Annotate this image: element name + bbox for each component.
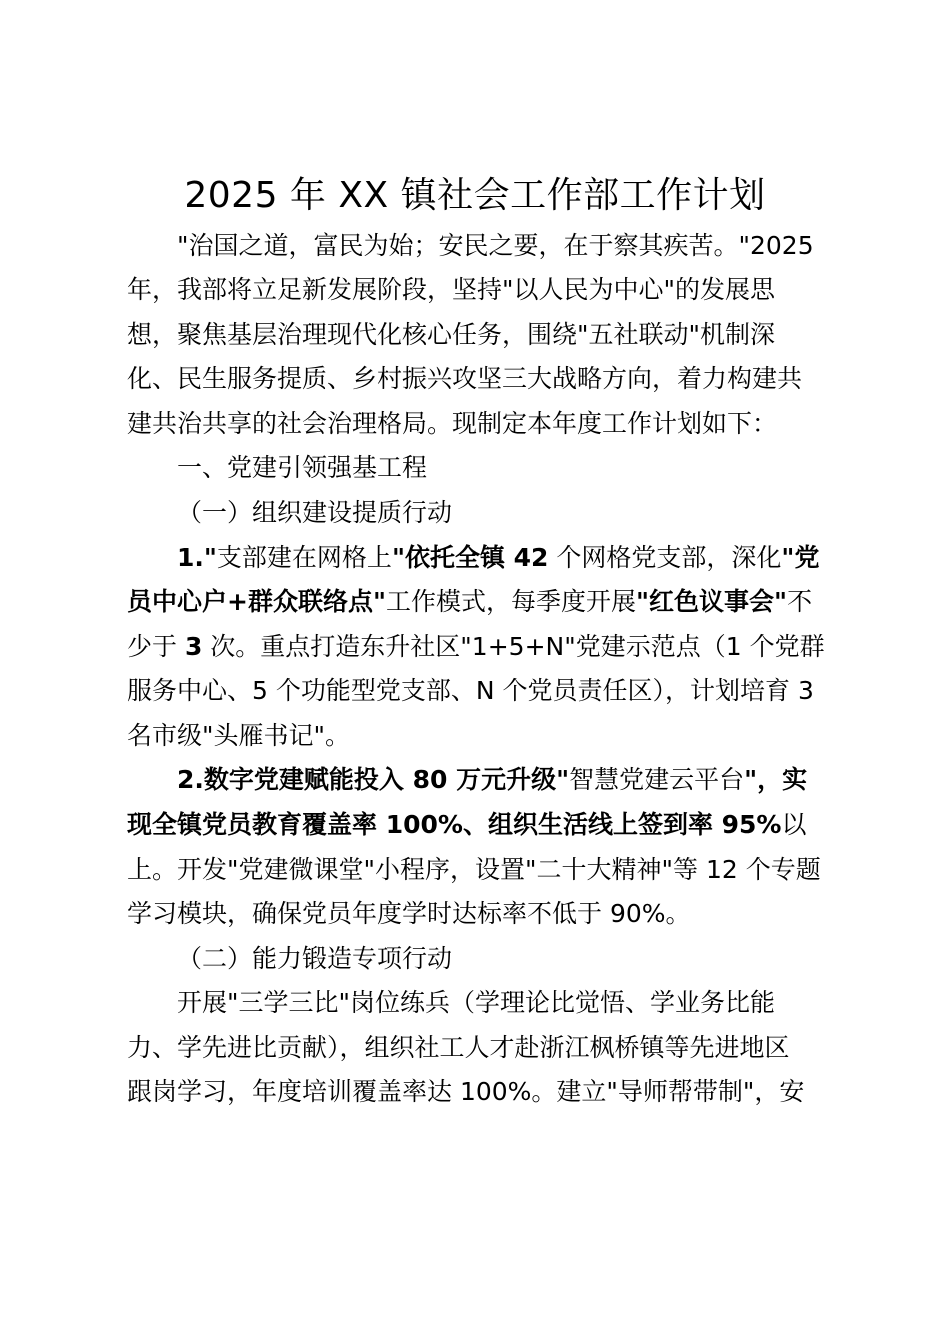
subsection-heading: （二）能力锻造专项行动 bbox=[177, 944, 453, 973]
bold-text: 员中心户+群众联络点" bbox=[127, 587, 386, 616]
bold-text: "党 bbox=[781, 543, 820, 572]
text-run: 少于 bbox=[127, 632, 185, 661]
item2-line bbox=[127, 803, 807, 847]
item2-line bbox=[177, 758, 807, 802]
intro-line: "治国之道，富民为始；安民之要，在于察其疾苦。"2025 bbox=[177, 231, 814, 260]
bold-text: "依托全镇 42 bbox=[391, 543, 549, 572]
para3-line: 跟岗学习，年度培训覆盖率达 100%。建立"导师帮带制"，安 bbox=[127, 1077, 805, 1106]
bold-text: 3 bbox=[184, 632, 203, 661]
item1-line bbox=[127, 580, 812, 624]
text-run: 次。重点打造东升社区"1+5+N"党建示范点（1 个党群 bbox=[202, 632, 825, 661]
text-run: 不 bbox=[787, 587, 813, 616]
item2-line: 上。开发"党建微课堂"小程序，设置"二十大精神"等 12 个专题 bbox=[127, 855, 821, 884]
item1-line: 名市级"头雁书记"。 bbox=[127, 721, 350, 750]
item1-line bbox=[127, 625, 825, 669]
text-run: 智慧党建云平台 bbox=[569, 765, 745, 794]
intro-line: 年，我部将立足新发展阶段，坚持"以人民为中心"的发展思 bbox=[127, 275, 776, 304]
intro-line: 建共治共享的社会治理格局。现制定本年度工作计划如下： bbox=[127, 409, 778, 438]
section-heading: 一、党建引领强基工程 bbox=[177, 453, 428, 482]
text-run: 支部建在网格上 bbox=[216, 543, 392, 572]
intro-line: 化、民生服务提质、乡村振兴攻坚三大战略方向，着力构建共 bbox=[127, 364, 803, 393]
intro-line: 想，聚焦基层治理现代化核心任务，围绕"五社联动"机制深 bbox=[127, 320, 776, 349]
bold-text: "红色议事会" bbox=[636, 587, 788, 616]
text-run: 以 bbox=[781, 810, 807, 839]
item1-line bbox=[177, 536, 819, 580]
item2-line: 学习模块，确保党员年度学时达标率不低于 90%。 bbox=[127, 899, 691, 928]
bold-text: "，实 bbox=[744, 765, 808, 794]
document-title: 2025 年 XX 镇社会工作部工作计划 bbox=[184, 175, 766, 216]
bold-text: 1." bbox=[177, 543, 217, 572]
text-run: 工作模式，每季度开展 bbox=[385, 587, 636, 616]
para3-line: 力、学先进比贡献），组织社工人才赴浙江枫桥镇等先进地区 bbox=[127, 1033, 790, 1062]
para3-line: 开展"三学三比"岗位练兵（学理论比觉悟、学业务比能 bbox=[177, 988, 776, 1017]
bold-text: 2.数字党建赋能投入 80 万元升级" bbox=[177, 765, 570, 794]
bold-text: 现全镇党员教育覆盖率 100%、组织生活线上签到率 95% bbox=[127, 810, 782, 839]
item1-line: 服务中心、5 个功能型党支部、N 个党员责任区），计划培育 3 bbox=[127, 676, 814, 705]
subsection-heading: （一）组织建设提质行动 bbox=[177, 498, 453, 527]
text-run: 个网格党支部，深化 bbox=[548, 543, 782, 572]
